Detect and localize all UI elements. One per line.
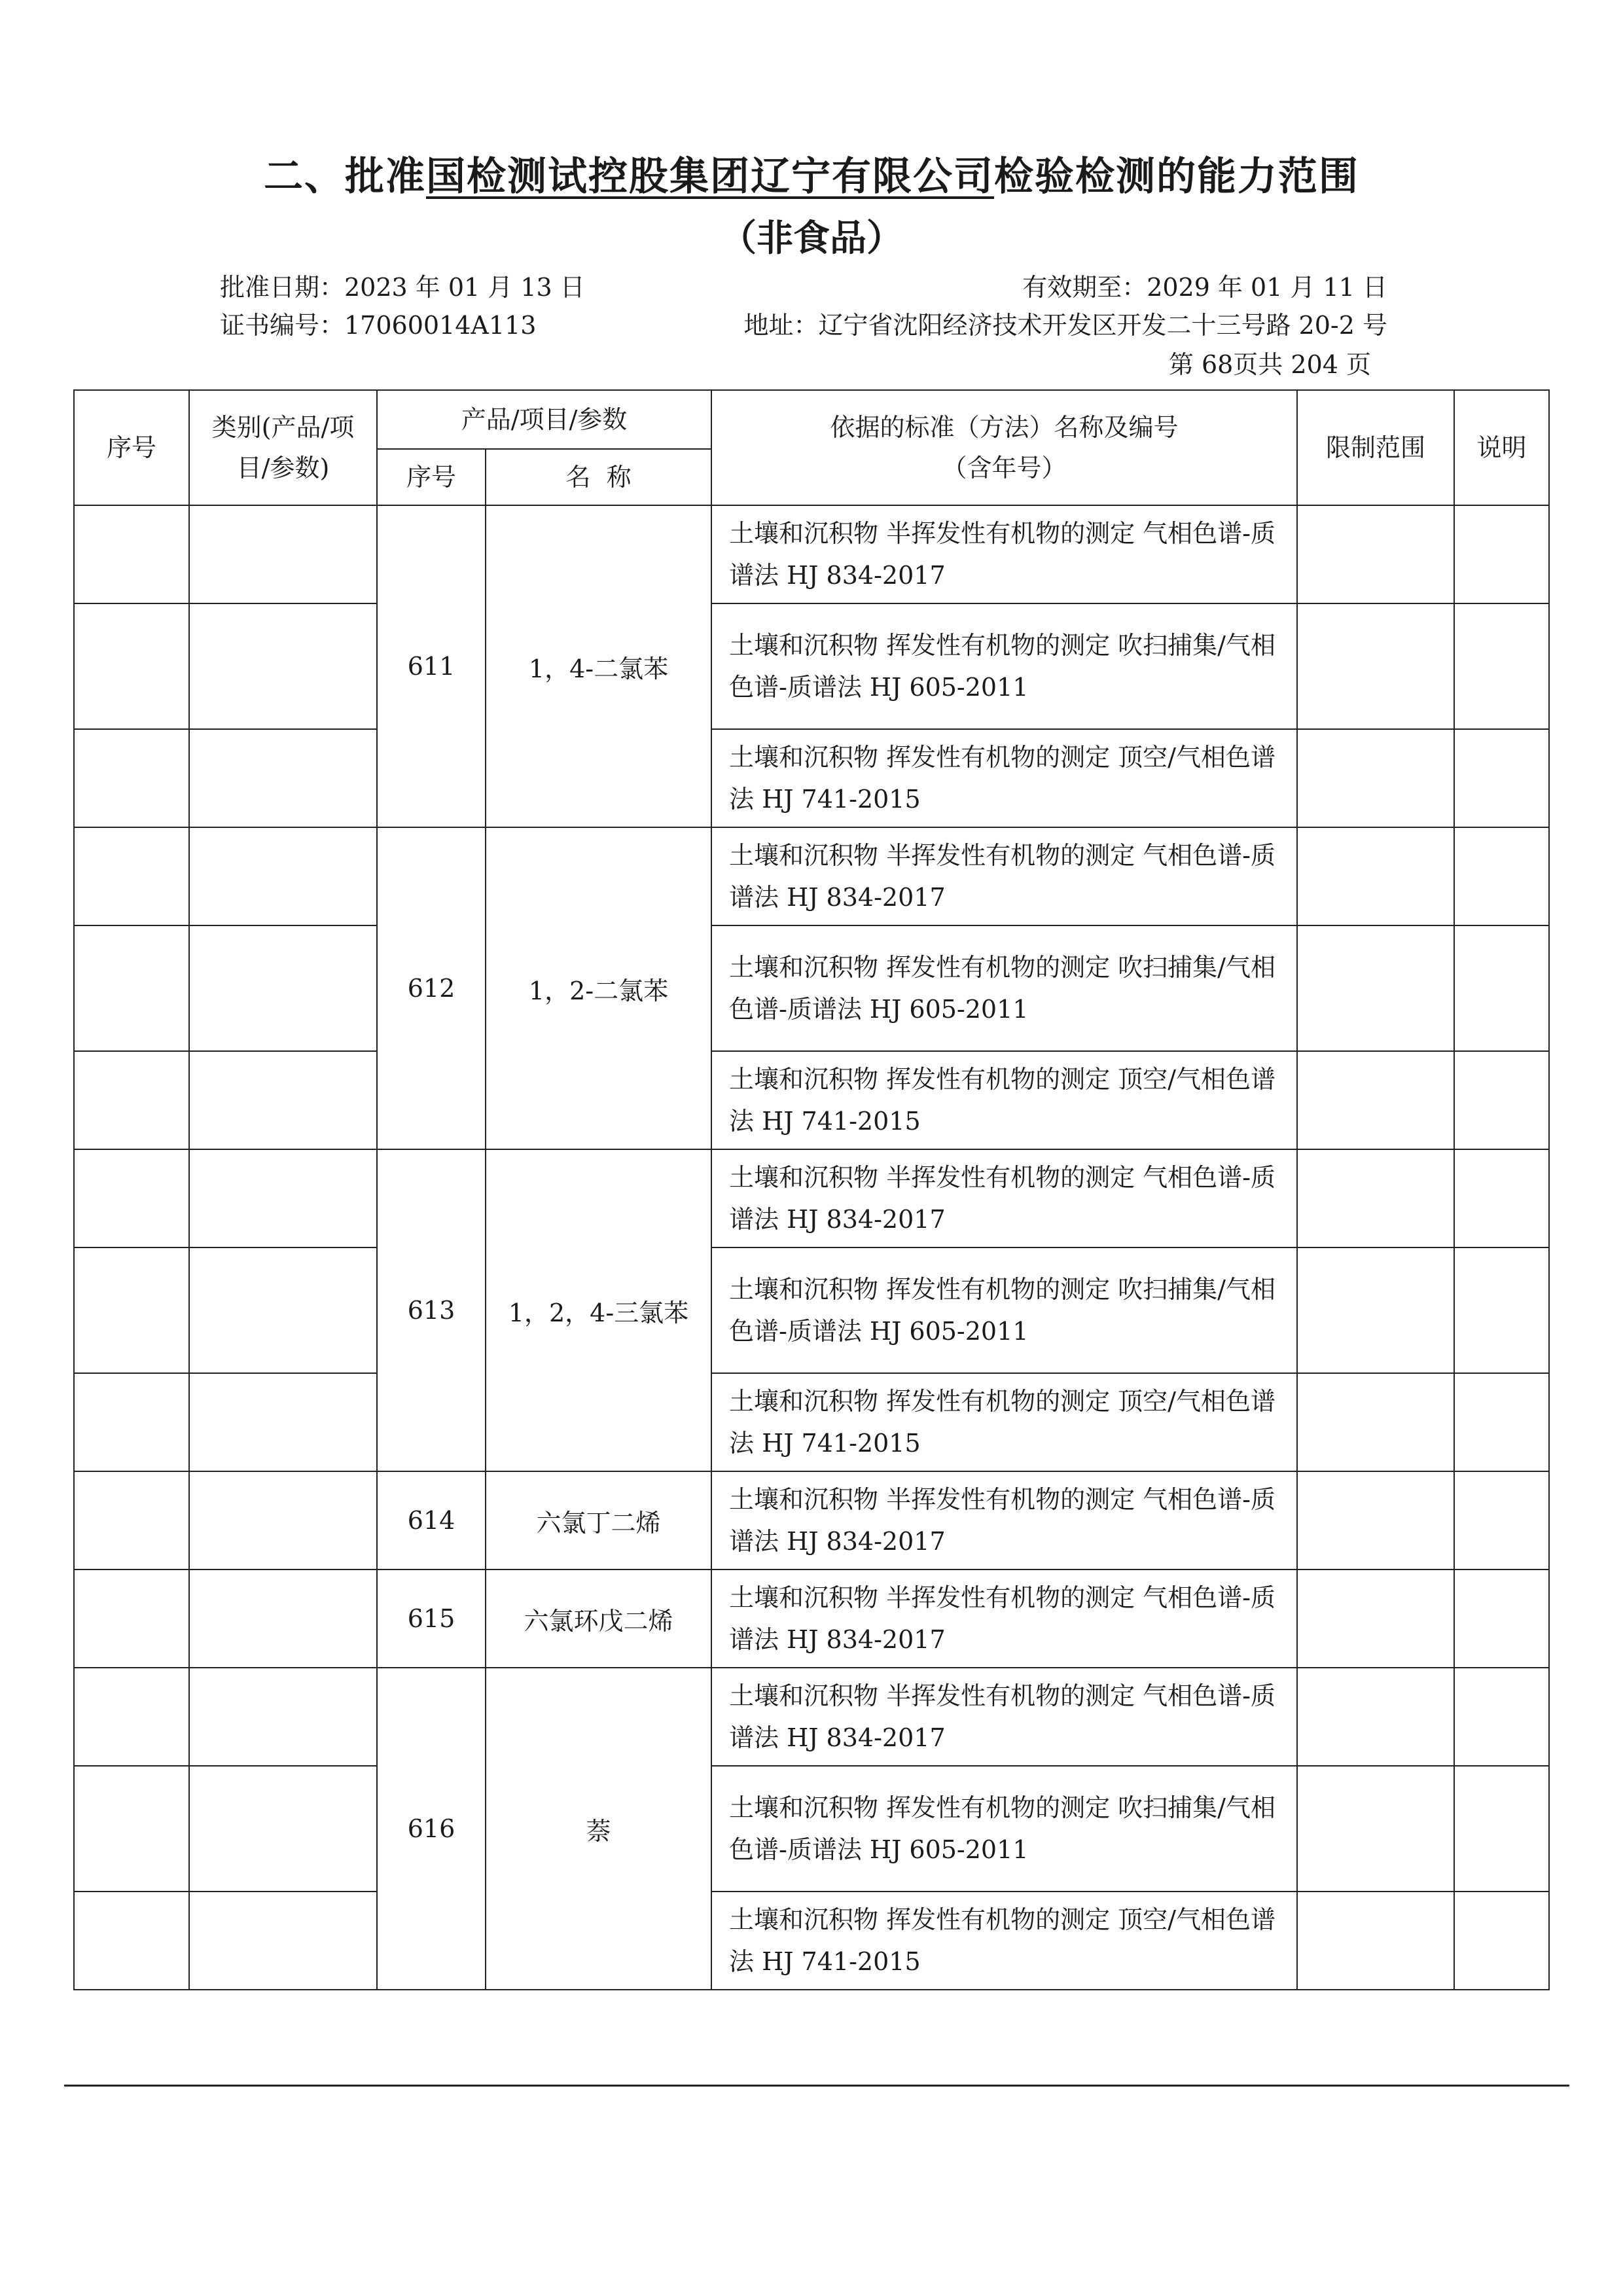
seq-cell: [74, 505, 189, 603]
item-name: 六氯丁二烯: [486, 1471, 711, 1570]
cert-number: 证书编号：17060014A113: [220, 311, 537, 340]
table-row: [74, 505, 1549, 603]
standard-cell: 土壤和沉积物 挥发性有机物的测定 吹扫捕集/气相色谱-质谱法 HJ 605-2011: [711, 925, 1297, 1051]
address: 地址：辽宁省沈阳经济技术开发区开发二十三号路 20-2 号: [743, 311, 1387, 340]
seq-cell: [74, 1247, 189, 1373]
table-row: [74, 1766, 1549, 1892]
limit-cell: [1297, 1766, 1454, 1892]
document-title: [0, 145, 1623, 202]
note-cell: [1454, 505, 1549, 603]
col-category: 类别(产品/项目/参数): [189, 390, 377, 505]
title-prefix: 二、批准: [264, 154, 426, 200]
seq-cell: [74, 1149, 189, 1247]
page-info: 第 68页共 204 页: [1168, 350, 1371, 379]
title-org: 国检测试控股集团辽宁有限公司: [426, 154, 994, 200]
limit-cell: [1297, 1892, 1454, 1990]
standard-cell: 土壤和沉积物 半挥发性有机物的测定 气相色谱-质谱法 HJ 834-2017: [711, 1668, 1297, 1766]
col-sub-seq: 序号: [377, 449, 486, 505]
note-cell: [1454, 1051, 1549, 1149]
category-cell: [189, 729, 377, 827]
col-product-group: 产品/项目/参数: [377, 390, 711, 449]
standard-cell: 土壤和沉积物 挥发性有机物的测定 顶空/气相色谱法 HJ 741-2015: [711, 1373, 1297, 1471]
standard-cell: 土壤和沉积物 半挥发性有机物的测定 气相色谱-质谱法 HJ 834-2017: [711, 1570, 1297, 1668]
limit-cell: [1297, 827, 1454, 925]
category-cell: [189, 505, 377, 603]
seq-cell: [74, 925, 189, 1051]
standard-cell: 土壤和沉积物 挥发性有机物的测定 吹扫捕集/气相色谱-质谱法 HJ 605-2011: [711, 1247, 1297, 1373]
limit-cell: [1297, 1471, 1454, 1570]
table-row: [74, 1149, 1549, 1247]
note-cell: [1454, 1373, 1549, 1471]
document-subtitle: （非食品）: [720, 217, 903, 260]
item-name: 萘: [486, 1668, 711, 1990]
limit-cell: [1297, 729, 1454, 827]
item-name: 六氯环戊二烯: [486, 1570, 711, 1668]
note-cell: [1454, 1668, 1549, 1766]
table-row: [74, 827, 1549, 925]
limit-cell: [1297, 1668, 1454, 1766]
limit-cell: [1297, 925, 1454, 1051]
seq-cell: [74, 1766, 189, 1892]
item-number: 615: [377, 1570, 486, 1668]
standard-cell: 土壤和沉积物 挥发性有机物的测定 吹扫捕集/气相色谱-质谱法 HJ 605-2011: [711, 603, 1297, 729]
footer-line: [64, 2085, 1569, 2087]
item-number: 614: [377, 1471, 486, 1570]
table-row: [74, 1471, 1549, 1570]
seq-cell: [74, 1892, 189, 1990]
table-row: [74, 1570, 1549, 1668]
category-cell: [189, 925, 377, 1051]
note-cell: [1454, 729, 1549, 827]
table-row: [74, 1051, 1549, 1149]
table-row: [74, 1373, 1549, 1471]
col-seq: 序号: [74, 390, 189, 505]
standard-cell: 土壤和沉积物 挥发性有机物的测定 顶空/气相色谱法 HJ 741-2015: [711, 729, 1297, 827]
seq-cell: [74, 1373, 189, 1471]
table-row: [74, 1892, 1549, 1990]
limit-cell: [1297, 603, 1454, 729]
standard-cell: 土壤和沉积物 挥发性有机物的测定 顶空/气相色谱法 HJ 741-2015: [711, 1051, 1297, 1149]
note-cell: [1454, 925, 1549, 1051]
note-cell: [1454, 1570, 1549, 1668]
note-cell: [1454, 1149, 1549, 1247]
title-suffix: 检验检测的能力范围: [994, 154, 1359, 200]
col-note: 说明: [1454, 390, 1549, 505]
item-number: 612: [377, 827, 486, 1149]
item-name: 1，2，4-三氯苯: [486, 1149, 711, 1471]
category-cell: [189, 1051, 377, 1149]
standard-cell: 土壤和沉积物 半挥发性有机物的测定 气相色谱-质谱法 HJ 834-2017: [711, 1471, 1297, 1570]
note-cell: [1454, 827, 1549, 925]
category-cell: [189, 1668, 377, 1766]
note-cell: [1454, 1766, 1549, 1892]
seq-cell: [74, 603, 189, 729]
header-row: [74, 390, 1549, 449]
col-standard: 依据的标准（方法）名称及编号（含年号）: [711, 390, 1297, 505]
limit-cell: [1297, 1051, 1454, 1149]
approval-date: 批准日期：2023 年 01 月 13 日: [220, 273, 585, 302]
col-sub-name: 名 称: [486, 449, 711, 505]
item-name: 1，2-二氯苯: [486, 827, 711, 1149]
category-cell: [189, 1149, 377, 1247]
col-limit: 限制范围: [1297, 390, 1454, 505]
valid-until: 有效期至：2029 年 01 月 11 日: [1022, 273, 1387, 302]
table-row: [74, 603, 1549, 729]
seq-cell: [74, 1051, 189, 1149]
limit-cell: [1297, 1247, 1454, 1373]
note-cell: [1454, 603, 1549, 729]
standard-cell: 土壤和沉积物 挥发性有机物的测定 顶空/气相色谱法 HJ 741-2015: [711, 1892, 1297, 1990]
seq-cell: [74, 729, 189, 827]
category-cell: [189, 1373, 377, 1471]
table-row: [74, 1668, 1549, 1766]
standard-cell: 土壤和沉积物 半挥发性有机物的测定 气相色谱-质谱法 HJ 834-2017: [711, 827, 1297, 925]
seq-cell: [74, 1668, 189, 1766]
standard-cell: 土壤和沉积物 挥发性有机物的测定 吹扫捕集/气相色谱-质谱法 HJ 605-2011: [711, 1766, 1297, 1892]
item-number: 611: [377, 505, 486, 827]
note-cell: [1454, 1247, 1549, 1373]
table-row: [74, 729, 1549, 827]
item-name: 1，4-二氯苯: [486, 505, 711, 827]
capability-table: [73, 389, 1550, 1990]
category-cell: [189, 1471, 377, 1570]
item-number: 613: [377, 1149, 486, 1471]
limit-cell: [1297, 505, 1454, 603]
limit-cell: [1297, 1570, 1454, 1668]
seq-cell: [74, 1570, 189, 1668]
table-row: [74, 925, 1549, 1051]
limit-cell: [1297, 1373, 1454, 1471]
category-cell: [189, 1766, 377, 1892]
category-cell: [189, 603, 377, 729]
note-cell: [1454, 1892, 1549, 1990]
seq-cell: [74, 827, 189, 925]
category-cell: [189, 1570, 377, 1668]
table-row: [74, 1247, 1549, 1373]
category-cell: [189, 1247, 377, 1373]
item-number: 616: [377, 1668, 486, 1990]
seq-cell: [74, 1471, 189, 1570]
category-cell: [189, 1892, 377, 1990]
category-cell: [189, 827, 377, 925]
standard-cell: 土壤和沉积物 半挥发性有机物的测定 气相色谱-质谱法 HJ 834-2017: [711, 505, 1297, 603]
standard-cell: 土壤和沉积物 半挥发性有机物的测定 气相色谱-质谱法 HJ 834-2017: [711, 1149, 1297, 1247]
note-cell: [1454, 1471, 1549, 1570]
limit-cell: [1297, 1149, 1454, 1247]
